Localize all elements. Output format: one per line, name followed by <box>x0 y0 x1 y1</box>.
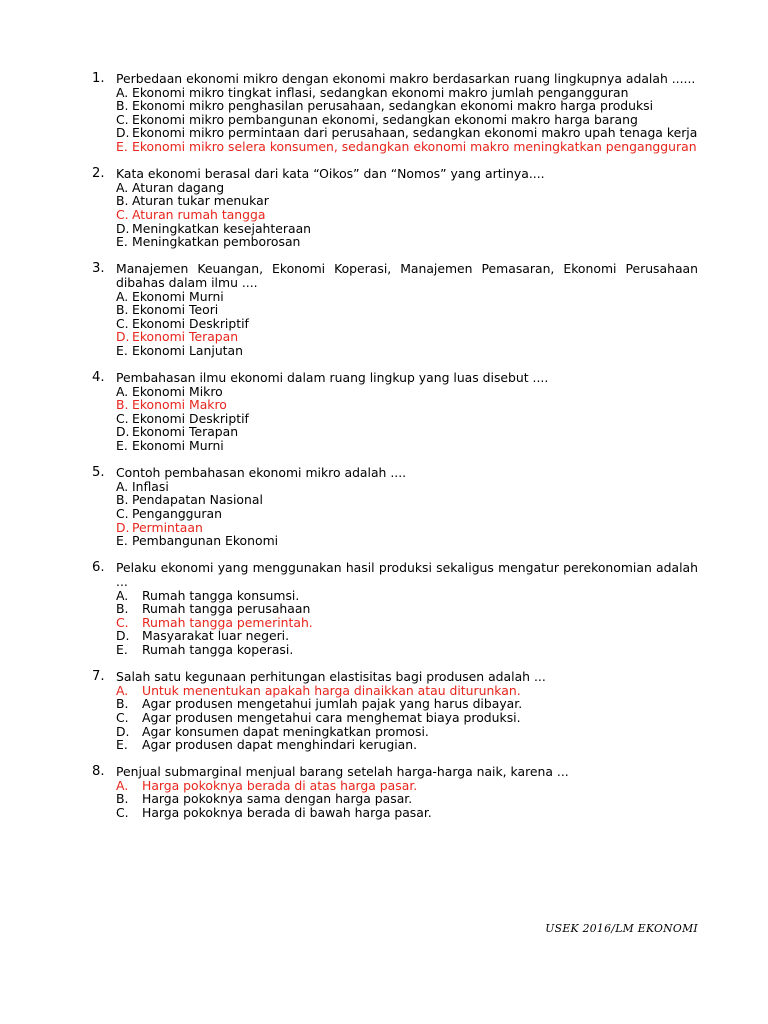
option-letter: A. <box>116 682 129 698</box>
option-b <box>116 493 698 507</box>
question-number: 1. <box>92 71 105 86</box>
option-text: Ekonomi mikro tingkat inflasi, sedangkan ekonomi makro jumlah pengangguran <box>132 84 629 100</box>
option-letter: B. <box>116 601 129 617</box>
option-letter: A. <box>116 383 129 399</box>
option-a <box>116 181 698 195</box>
option-text: Rumah tangga konsumsi. <box>142 587 300 603</box>
option-letter: C. <box>116 805 129 821</box>
option-letter: C. <box>116 709 129 725</box>
option-letter: C. <box>116 410 129 426</box>
option-letter: B. <box>116 696 129 712</box>
option-text: Rumah tangga koperasi. <box>142 641 294 657</box>
option-a <box>116 589 698 603</box>
option-letter: C. <box>116 111 129 127</box>
question-7 <box>92 670 698 752</box>
question-number: 3. <box>92 261 105 277</box>
option-e <box>116 344 698 358</box>
question-2 <box>92 167 698 249</box>
option-letter: D. <box>116 723 130 739</box>
option-a <box>116 290 698 304</box>
option-e-correct <box>116 140 698 154</box>
option-letter: E. <box>116 138 128 154</box>
option-text: Ekonomi Deskriptif <box>132 315 249 331</box>
question-3 <box>92 262 698 357</box>
question-text: Manajemen Keuangan, Ekonomi Koperasi, Manajemen Pemasaran, Ekonomi Perusahaan dibahas dalam ilmu .... <box>116 261 698 290</box>
option-text: Ekonomi mikro penghasilan perusahaan, sedangkan ekonomi makro harga produksi <box>132 98 654 114</box>
option-letter: A. <box>116 84 129 100</box>
option-a-correct <box>116 684 698 698</box>
option-letter: D. <box>116 519 130 535</box>
option-c <box>116 507 698 521</box>
option-text: Ekonomi mikro pembangunan ekonomi, sedangkan ekonomi makro harga barang <box>132 111 638 127</box>
question-text: Kata ekonomi berasal dari kata “Oikos” dan “Nomos” yang artinya.... <box>116 166 545 182</box>
option-text: Inflasi <box>132 478 169 494</box>
option-letter: C. <box>116 614 129 630</box>
option-text: Ekonomi Terapan <box>132 424 239 440</box>
option-text: Rumah tangga pemerintah. <box>142 614 313 630</box>
question-text: Pelaku ekonomi yang menggunakan hasil produksi sekaligus mengatur perekonomian adalah ... <box>116 560 698 589</box>
option-d <box>116 425 698 439</box>
option-letter: B. <box>116 791 129 807</box>
option-letter: C. <box>116 506 129 521</box>
option-letter: E. <box>116 737 128 753</box>
option-letter: D. <box>116 220 130 236</box>
option-letter: B. <box>116 302 129 318</box>
option-e <box>116 439 698 453</box>
option-text: Untuk menentukan apakah harga dinaikkan atau diturunkan. <box>142 682 521 698</box>
option-c-correct <box>116 616 698 630</box>
option-letter: B. <box>116 492 129 508</box>
option-c <box>116 412 698 426</box>
option-text: Ekonomi Lanjutan <box>132 342 243 358</box>
option-letter: B. <box>116 397 129 413</box>
option-d <box>116 725 698 739</box>
option-text: Ekonomi Mikro <box>132 383 223 399</box>
option-b <box>116 194 698 208</box>
option-letter: E. <box>116 438 128 454</box>
option-b <box>116 303 698 317</box>
option-b <box>116 99 698 113</box>
option-a <box>116 385 698 399</box>
option-text: Pengangguran <box>132 506 222 521</box>
option-letter: D. <box>116 424 130 440</box>
option-c <box>116 806 698 820</box>
option-letter: D. <box>116 329 130 345</box>
option-letter: D. <box>116 628 130 644</box>
option-c <box>116 317 698 331</box>
option-text: Agar konsumen dapat meningkatkan promosi. <box>142 723 429 739</box>
option-e <box>116 643 698 657</box>
option-e <box>116 738 698 752</box>
option-text: Aturan tukar menukar <box>132 193 269 209</box>
question-8 <box>92 765 698 819</box>
option-b-correct <box>116 398 698 412</box>
question-text: Pembahasan ilmu ekonomi dalam ruang lingkup yang luas disebut .... <box>116 370 549 386</box>
option-d-correct <box>116 330 698 344</box>
option-c <box>116 113 698 127</box>
question-number: 5. <box>92 465 105 481</box>
option-c-correct <box>116 208 698 222</box>
question-number: 7. <box>92 669 105 685</box>
option-text: Harga pokoknya berada di atas harga pasar. <box>142 777 418 793</box>
option-text: Agar produsen mengetahui cara menghemat biaya produksi. <box>142 709 521 725</box>
option-letter: A. <box>116 288 129 304</box>
question-text: Contoh pembahasan ekonomi mikro adalah .... <box>116 465 407 481</box>
option-letter: E. <box>116 234 128 250</box>
option-a-correct <box>116 779 698 793</box>
option-letter: C. <box>116 206 129 222</box>
option-text: Meningkatkan pemborosan <box>132 234 301 250</box>
option-text: Meningkatkan kesejahteraan <box>132 220 312 236</box>
option-text: Aturan dagang <box>132 179 225 195</box>
option-b <box>116 697 698 711</box>
option-text: Ekonomi mikro permintaan dari perusahaan, sedangkan ekonomi makro upah tenaga kerja <box>132 125 698 141</box>
option-b <box>116 792 698 806</box>
option-text: Harga pokoknya berada di bawah harga pasar. <box>142 805 432 821</box>
question-list <box>92 72 698 833</box>
option-letter: A. <box>116 179 129 195</box>
option-b <box>116 602 698 616</box>
option-text: Ekonomi Deskriptif <box>132 410 249 426</box>
option-d <box>116 126 698 140</box>
option-text: Agar produsen dapat menghindari kerugian. <box>142 737 418 753</box>
option-text: Agar produsen mengetahui jumlah pajak yang harus dibayar. <box>142 696 523 712</box>
option-letter: B. <box>116 193 129 209</box>
option-letter: A. <box>116 478 129 494</box>
option-a <box>116 86 698 100</box>
question-1 <box>92 72 698 154</box>
option-text: Ekonomi Terapan <box>132 329 239 345</box>
question-6 <box>92 561 698 656</box>
option-letter: E. <box>116 533 128 549</box>
question-text: Perbedaan ekonomi mikro dengan ekonomi makro berdasarkan ruang lingkupnya adalah ...... <box>116 71 696 86</box>
option-c <box>116 711 698 725</box>
option-letter: B. <box>116 98 129 114</box>
option-text: Ekonomi Makro <box>132 397 227 413</box>
option-text: Permintaan <box>132 519 203 535</box>
question-number: 6. <box>92 560 105 576</box>
option-text: Masyarakat luar negeri. <box>142 628 290 644</box>
option-a <box>116 480 698 494</box>
question-text: Penjual submarginal menjual barang setelah harga-harga naik, karena ... <box>116 764 569 780</box>
option-letter: E. <box>116 641 128 657</box>
question-number: 4. <box>92 370 105 386</box>
option-letter: D. <box>116 125 130 141</box>
option-text: Pendapatan Nasional <box>132 492 263 508</box>
option-text: Ekonomi Murni <box>132 438 224 454</box>
option-d <box>116 629 698 643</box>
option-text: Rumah tangga perusahaan <box>142 601 311 617</box>
option-letter: A. <box>116 777 129 793</box>
page-footer: USEK 2016/LM EKONOMI <box>545 922 698 935</box>
option-text: Ekonomi Murni <box>132 288 224 304</box>
option-letter: A. <box>116 587 129 603</box>
option-e <box>116 235 698 249</box>
option-text: Ekonomi Teori <box>132 302 219 318</box>
option-text: Aturan rumah tangga <box>132 206 266 222</box>
question-number: 2. <box>92 166 105 182</box>
option-text: Pembangunan Ekonomi <box>132 533 279 549</box>
question-5 <box>92 466 698 548</box>
option-text: Harga pokoknya sama dengan harga pasar. <box>142 791 413 807</box>
question-text: Salah satu kegunaan perhitungan elastisitas bagi produsen adalah ... <box>116 669 546 685</box>
question-number: 8. <box>92 764 105 780</box>
option-text: Ekonomi mikro selera konsumen, sedangkan ekonomi makro meningkatkan pengangguran <box>132 138 697 154</box>
option-d-correct <box>116 521 698 535</box>
option-e <box>116 534 698 548</box>
question-4 <box>92 371 698 453</box>
option-d <box>116 222 698 236</box>
option-letter: E. <box>116 342 128 358</box>
option-letter: C. <box>116 315 129 331</box>
